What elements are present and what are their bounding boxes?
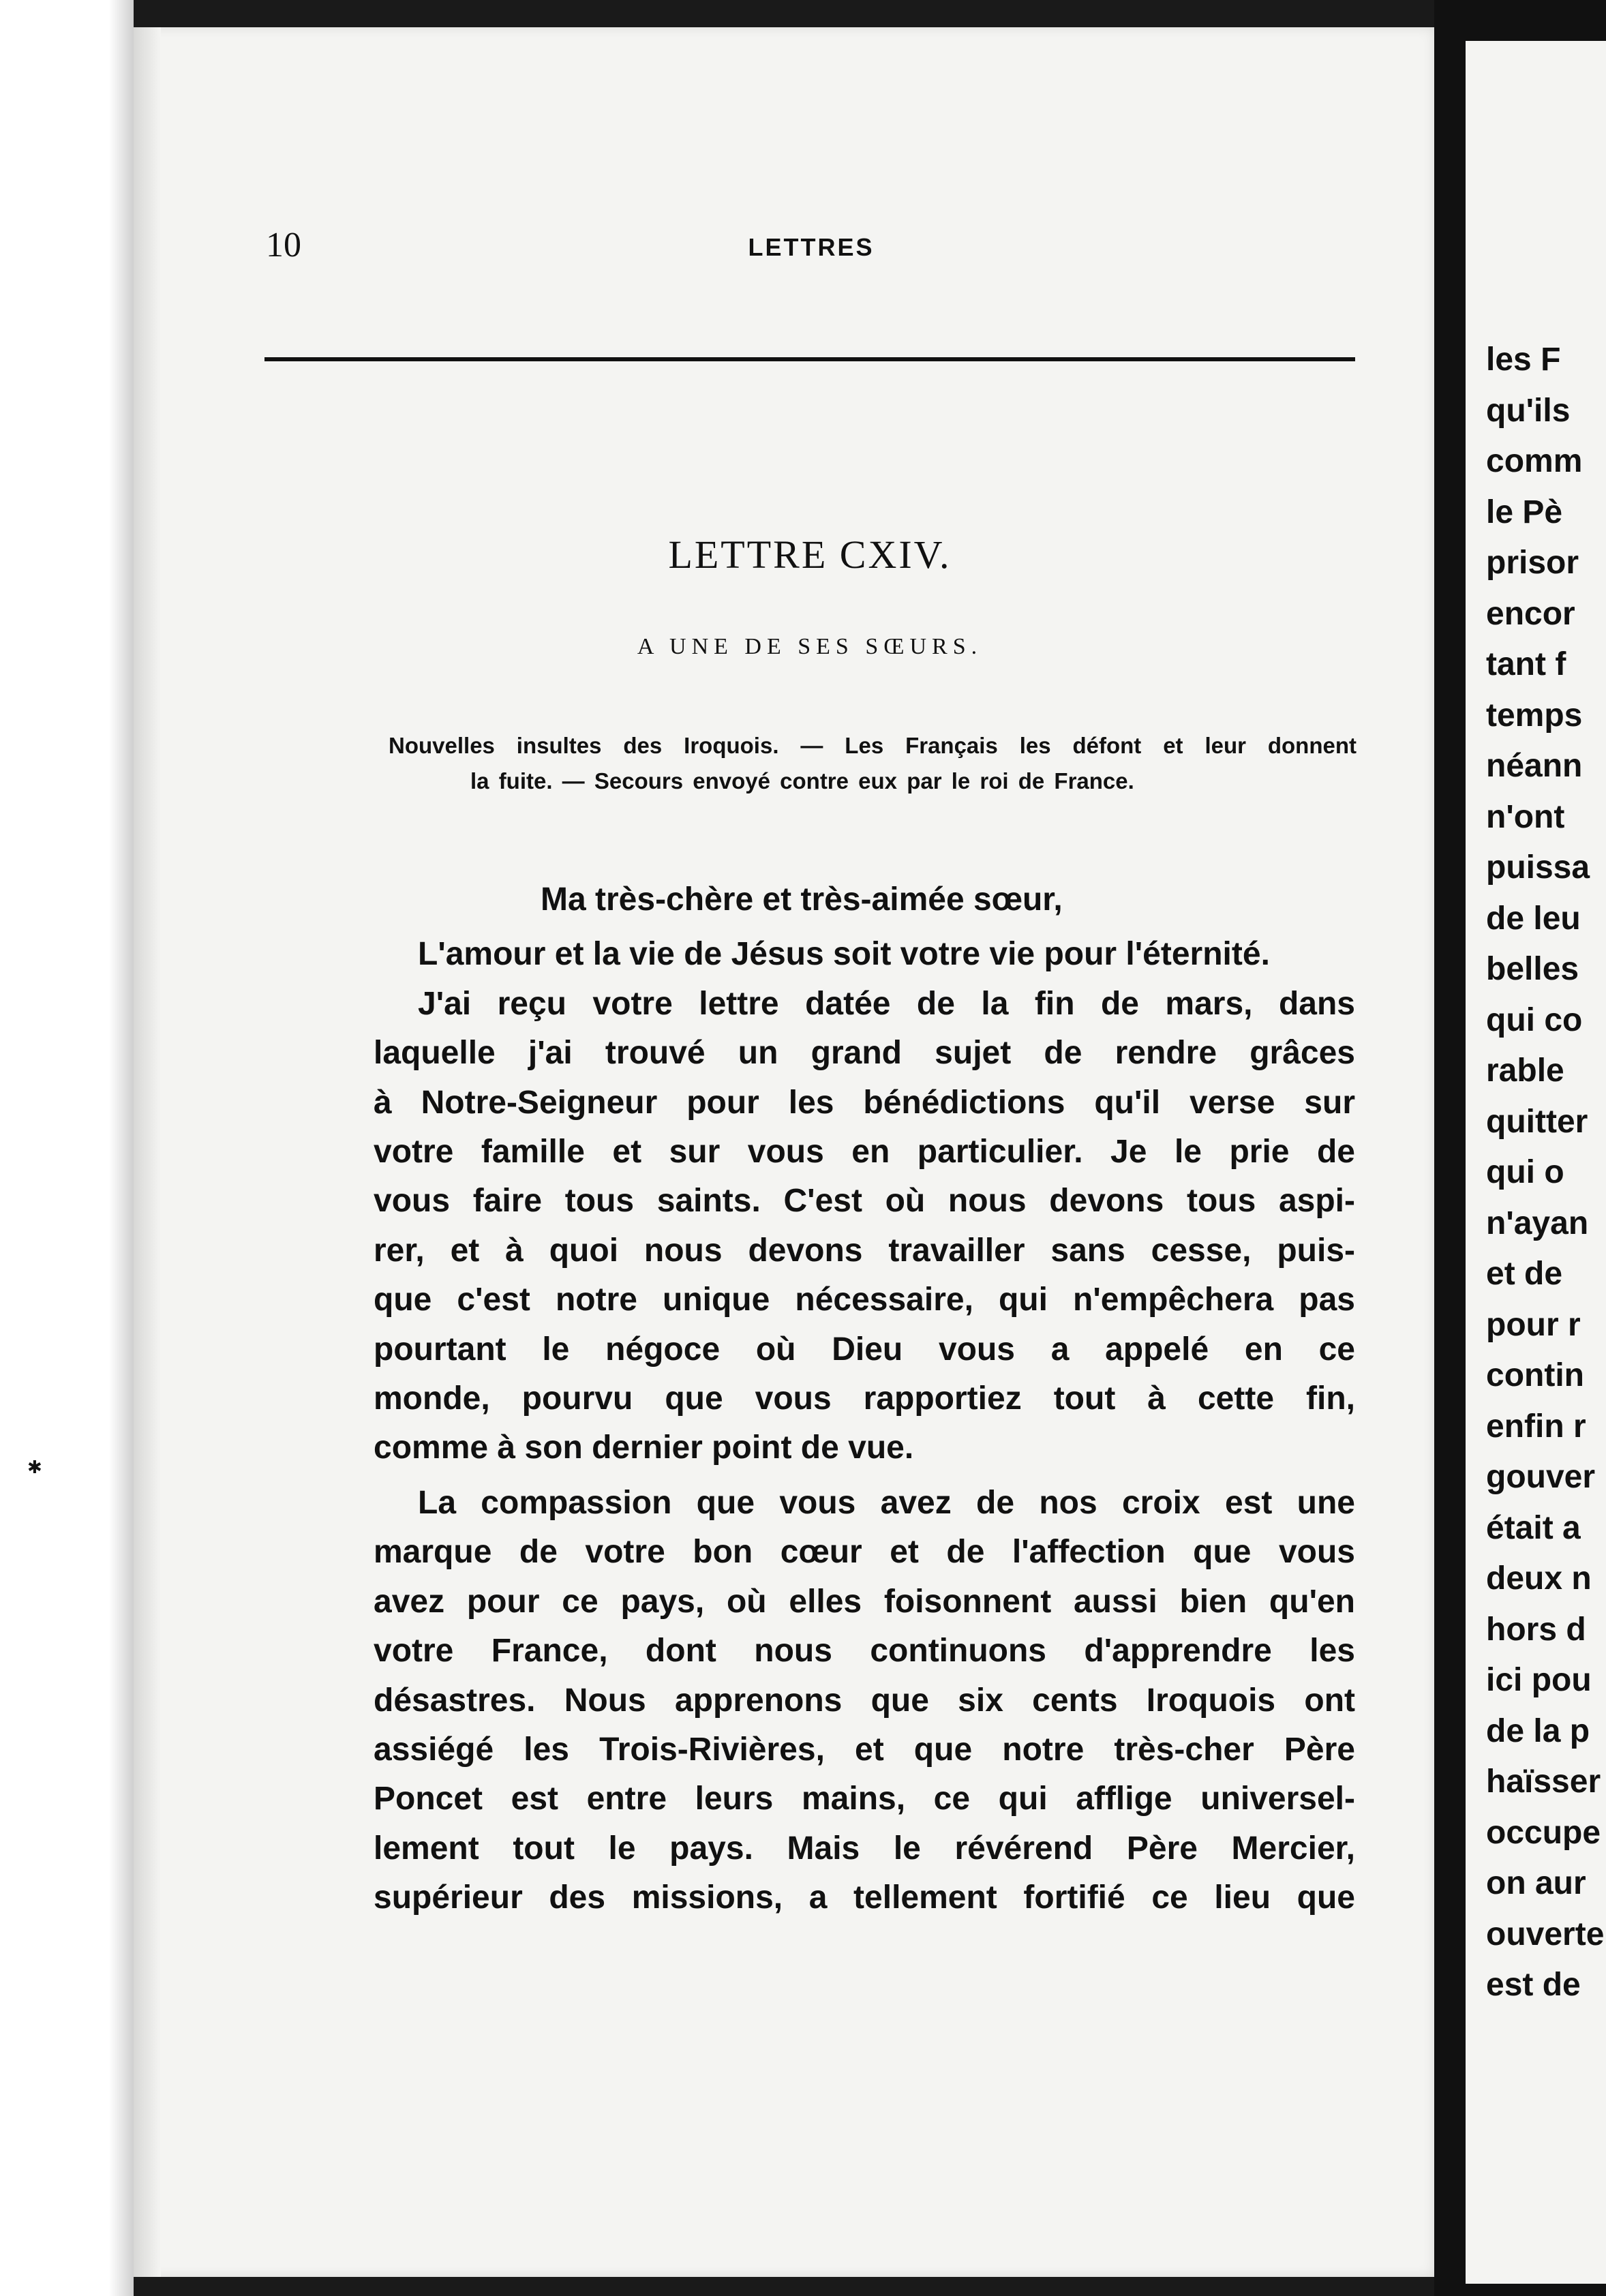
- facing-page-line: est de: [1486, 1967, 1581, 2003]
- letter-body: [374, 875, 1355, 1923]
- scan-speck: ✱: [27, 1457, 42, 1477]
- text-line: votre famille et sur vous en particulier. Je le prie de: [374, 1134, 1355, 1170]
- text-line: désastres. Nous apprenons que six cents Iroquois ont: [374, 1682, 1355, 1719]
- running-head: LETTRES: [748, 233, 875, 261]
- facing-page-line: néann: [1486, 748, 1583, 784]
- facing-page-line: occupe: [1486, 1814, 1601, 1851]
- facing-page-line: pour r: [1486, 1306, 1581, 1343]
- text-line: à Notre-Seigneur pour les bénédictions qu'il verse sur: [374, 1084, 1355, 1121]
- paragraph-1: [374, 980, 1355, 1473]
- text-line: vous faire tous saints. C'est où nous devons tous aspi-: [374, 1183, 1355, 1220]
- facing-page-line: n'ayan: [1486, 1205, 1589, 1241]
- facing-page-line: encor: [1486, 595, 1575, 632]
- text-line: lement tout le pays. Mais le révérend Père Mercier,: [374, 1830, 1355, 1867]
- facing-page-line: qui o: [1486, 1154, 1564, 1190]
- summary-line: Nouvelles insultes des Iroquois. — Les Français les défont et leur donnent: [389, 733, 1357, 758]
- facing-page-line: hors d: [1486, 1611, 1586, 1648]
- facing-page-line: puissa: [1486, 849, 1590, 886]
- facing-page-line: qu'ils: [1486, 392, 1571, 429]
- facing-page-line: ouverte: [1486, 1916, 1605, 1952]
- facing-page-line: contin: [1486, 1357, 1584, 1393]
- text-line: que c'est notre unique nécessaire, qui n'empêchera pas: [374, 1282, 1355, 1318]
- facing-page-line: était a: [1486, 1509, 1581, 1546]
- letter-title: LETTRE CXIV.: [668, 532, 952, 577]
- facing-page-line: haïsser: [1486, 1764, 1601, 1800]
- header-rule: [264, 357, 1355, 361]
- letter-recipient: A UNE DE SES SŒURS.: [637, 634, 983, 659]
- facing-page-line: gouver: [1486, 1459, 1596, 1495]
- text-line: marque de votre bon cœur et de l'affection que vous: [374, 1534, 1355, 1571]
- text-line: Poncet est entre leurs mains, ce qui afflige universel-: [374, 1781, 1355, 1817]
- facing-page-line: on aur: [1486, 1865, 1586, 1901]
- facing-page-line: rable: [1486, 1053, 1564, 1089]
- facing-page-line: de leu: [1486, 900, 1581, 937]
- facing-page-line: enfin r: [1486, 1408, 1586, 1445]
- letter-summary: [389, 728, 1357, 799]
- facing-page-line: de la p: [1486, 1712, 1590, 1749]
- facing-page-line: le Pè: [1486, 494, 1563, 530]
- text-line: avez pour ce pays, où elles foisonnent aussi bien qu'en: [374, 1583, 1355, 1620]
- facing-page-line: temps: [1486, 697, 1583, 734]
- text-line: supérieur des missions, a tellement fortifié ce lieu que: [374, 1879, 1355, 1916]
- facing-page-line: comm: [1486, 443, 1583, 479]
- summary-line: la fuite. — Secours envoyé contre eux par le roi de France.: [470, 768, 1134, 794]
- facing-page-line: tant f: [1486, 646, 1566, 682]
- salutation: Ma très-chère et très-aimée sœur,: [541, 881, 1063, 918]
- text-line: comme à son dernier point de vue.: [374, 1430, 914, 1466]
- text-line: votre France, dont nous continuons d'apprendre les: [374, 1633, 1355, 1670]
- scan-left-margin: [0, 0, 134, 2296]
- text-line: La compassion que vous avez de nos croix est une: [418, 1484, 1355, 1521]
- facing-page-fragment: [1466, 41, 1606, 2284]
- opening-line: L'amour et la vie de Jésus soit votre vie pour l'éternité.: [418, 936, 1270, 973]
- text-line: laquelle j'ai trouvé un grand sujet de rendre grâces: [374, 1035, 1355, 1072]
- facing-page-line: deux n: [1486, 1560, 1592, 1597]
- paragraph-2: [374, 1479, 1355, 1923]
- text-line: monde, pourvu que vous rapportiez tout à cette fin,: [374, 1380, 1355, 1417]
- facing-page-line: quitter: [1486, 1103, 1588, 1140]
- text-line: pourtant le négoce où Dieu vous a appelé en ce: [374, 1331, 1355, 1368]
- facing-page-line: belles: [1486, 951, 1579, 987]
- facing-page-line: ici pou: [1486, 1662, 1592, 1698]
- page-number: 10: [266, 226, 301, 265]
- facing-page-line: n'ont: [1486, 798, 1565, 835]
- page-header: [266, 225, 1357, 280]
- text-line: assiégé les Trois-Rivières, et que notre très-cher Père: [374, 1731, 1355, 1768]
- text-line: rer, et à quoi nous devons travailler sans cesse, puis-: [374, 1232, 1355, 1269]
- facing-page-line: les F: [1486, 342, 1561, 378]
- facing-page-line: et de: [1486, 1256, 1563, 1292]
- facing-page-line: qui co: [1486, 1001, 1583, 1038]
- text-line: J'ai reçu votre lettre datée de la fin de mars, dans: [418, 985, 1355, 1022]
- facing-page-line: prisor: [1486, 545, 1579, 581]
- margin-shadow: [109, 0, 134, 2296]
